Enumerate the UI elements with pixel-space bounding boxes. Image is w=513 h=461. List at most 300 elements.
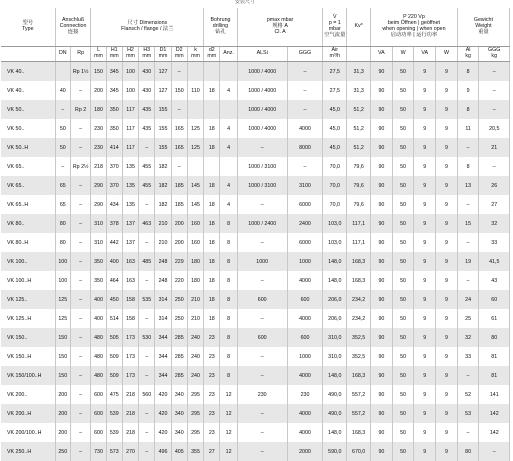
table-cell: 442 <box>106 233 122 252</box>
table-cell: 730 <box>91 442 106 461</box>
table-cell: 80 <box>55 214 70 233</box>
table-cell: 127 <box>155 81 171 100</box>
table-cell: 1000 / 4000 <box>237 81 287 100</box>
type-cell: VK 100..H <box>1 271 55 290</box>
table-cell: 8 <box>220 328 237 347</box>
table-cell: 61 <box>479 309 510 328</box>
table-cell: 33 <box>457 347 479 366</box>
table-cell: – <box>70 290 91 309</box>
table-cell: 240 <box>187 328 203 347</box>
table-cell: 340 <box>171 404 187 423</box>
table-row <box>1 81 510 100</box>
table-cell: 32 <box>457 328 479 347</box>
table-cell: – <box>237 309 287 328</box>
table-cell: 434 <box>106 195 122 214</box>
table-cell: 450 <box>106 290 122 309</box>
table-cell: 125 <box>187 138 203 157</box>
table-cell: – <box>171 157 187 176</box>
table-cell: 9 <box>414 176 436 195</box>
subheader-cell: H2 mm <box>122 47 138 62</box>
table-cell <box>55 62 70 82</box>
table-cell: 9 <box>414 157 436 176</box>
table-cell: 490,0 <box>323 385 347 404</box>
table-cell: – <box>70 404 91 423</box>
table-cell: 90 <box>371 404 393 423</box>
table-cell: 90 <box>371 81 393 100</box>
table-row <box>1 62 510 82</box>
table-cell: 23 <box>204 404 220 423</box>
table-row <box>1 176 510 195</box>
table-cell: 1000 / 3100 <box>237 157 287 176</box>
table-cell: 557,2 <box>347 385 371 404</box>
header-weight: Gewicht Weight 重量 <box>457 8 509 47</box>
table-cell: 485 <box>139 252 155 271</box>
table-cell: 435 <box>139 119 155 138</box>
table-cell: – <box>70 366 91 385</box>
table-cell: 600 <box>91 385 106 404</box>
table-cell: 23 <box>204 366 220 385</box>
table-row <box>1 423 510 442</box>
table-cell: 350 <box>91 271 106 290</box>
subheader-cell: k mm <box>187 47 203 62</box>
table-cell: 1000 <box>287 252 323 271</box>
table-cell: 103,0 <box>323 233 347 252</box>
table-cell: 90 <box>371 328 393 347</box>
table-cell: 9 <box>414 442 436 461</box>
table-cell: – <box>237 423 287 442</box>
table-cell: 150 <box>55 347 70 366</box>
table-cell <box>187 62 203 82</box>
type-cell: VK 100.. <box>1 252 55 271</box>
table-cell: – <box>139 404 155 423</box>
table-cell: 4 <box>220 195 237 214</box>
subheader-cell: D2 mm <box>171 47 187 62</box>
table-cell: 9 <box>414 119 436 138</box>
table-cell: 50 <box>392 81 414 100</box>
table-cell: – <box>139 233 155 252</box>
table-cell: 505 <box>106 328 122 347</box>
table-cell: – <box>287 81 323 100</box>
table-cell: 135 <box>122 195 138 214</box>
table-cell: 8 <box>220 366 237 385</box>
table-cell: 4000 <box>287 119 323 138</box>
table-cell <box>220 157 237 176</box>
table-cell: 4000 <box>287 423 323 442</box>
table-cell: – <box>237 404 287 423</box>
table-cell: 31,3 <box>347 62 371 82</box>
type-cell: VK 150.. <box>1 328 55 347</box>
table-cell: 1000 / 4000 <box>237 62 287 82</box>
table-cell: 420 <box>155 385 171 404</box>
table-cell: 9 <box>436 100 458 119</box>
table-cell: 4 <box>220 138 237 157</box>
table-cell: – <box>479 100 510 119</box>
table-row <box>1 214 510 233</box>
table-cell: 420 <box>155 404 171 423</box>
subheader-cell: L mm <box>91 47 106 62</box>
header-flow: V̇ p = 1 mbar 空气流量 <box>323 8 347 47</box>
table-cell: 150 <box>55 366 70 385</box>
table-cell: 240 <box>187 347 203 366</box>
table-cell: – <box>139 271 155 290</box>
subheader-cell: VA <box>371 47 393 62</box>
table-cell: 248 <box>155 252 171 271</box>
table-cell: 150 <box>55 328 70 347</box>
table-cell: 25 <box>457 309 479 328</box>
table-cell: – <box>457 195 479 214</box>
table-cell: 40 <box>55 81 70 100</box>
table-cell: 2000 <box>287 442 323 461</box>
table-cell: 51,2 <box>347 138 371 157</box>
table-cell: 600 <box>91 404 106 423</box>
table-cell: 90 <box>371 176 393 195</box>
table-cell: 496 <box>155 442 171 461</box>
table-cell: 90 <box>371 385 393 404</box>
table-cell: – <box>70 328 91 347</box>
table-cell: 9 <box>436 442 458 461</box>
table-cell: 405 <box>171 442 187 461</box>
table-cell: 90 <box>371 138 393 157</box>
table-cell: 9 <box>414 214 436 233</box>
table-cell: 9 <box>414 423 436 442</box>
table-cell: 573 <box>106 442 122 461</box>
table-cell: 250 <box>55 442 70 461</box>
type-cell: VK 80..H <box>1 233 55 252</box>
type-cell: VK 80.. <box>1 214 55 233</box>
type-cell: VK 200..H <box>1 404 55 423</box>
table-row <box>1 366 510 385</box>
header-connection: Anschluß Connection 连接 <box>55 8 91 47</box>
table-cell: 8 <box>220 309 237 328</box>
table-cell: 182 <box>155 195 171 214</box>
table-cell: 65 <box>55 176 70 195</box>
table-cell: 8 <box>220 233 237 252</box>
table-cell: 50 <box>392 157 414 176</box>
table-cell: 50 <box>392 423 414 442</box>
table-cell: 9 <box>436 290 458 309</box>
table-cell: 9 <box>436 423 458 442</box>
table-cell: 1000 <box>237 252 287 271</box>
table-cell: 23 <box>204 347 220 366</box>
table-cell: 8 <box>220 252 237 271</box>
table-cell: 18 <box>204 195 220 214</box>
table-cell: 9 <box>436 214 458 233</box>
table-row <box>1 328 510 347</box>
table-cell: 90 <box>371 366 393 385</box>
table-cell: 27 <box>479 195 510 214</box>
table-cell: 400 <box>91 290 106 309</box>
table-cell: 18 <box>204 119 220 138</box>
table-cell: 600 <box>237 290 287 309</box>
type-cell: VK 65.. <box>1 176 55 195</box>
table-cell: 9 <box>436 328 458 347</box>
table-cell <box>204 100 220 119</box>
table-cell: 135 <box>122 176 138 195</box>
table-cell: 100 <box>55 252 70 271</box>
table-cell: 50 <box>392 233 414 252</box>
table-cell: 9 <box>414 62 436 82</box>
table-cell: 4000 <box>287 309 323 328</box>
table-cell: 400 <box>106 252 122 271</box>
table-cell: 310,0 <box>323 347 347 366</box>
table-cell: 90 <box>371 423 393 442</box>
table-cell: 535 <box>139 290 155 309</box>
table-cell: 230 <box>91 138 106 157</box>
table-cell: 180 <box>91 100 106 119</box>
table-cell: 557,2 <box>347 404 371 423</box>
table-cell: 19 <box>457 252 479 271</box>
table-cell: 514 <box>106 309 122 328</box>
table-cell: 9 <box>414 347 436 366</box>
table-cell: 9 <box>436 62 458 82</box>
table-cell: 117 <box>122 119 138 138</box>
type-cell: VK 50..H <box>1 138 55 157</box>
table-cell: – <box>139 195 155 214</box>
table-cell: – <box>139 442 155 461</box>
type-cell: VK 200.. <box>1 385 55 404</box>
table-cell: 206,0 <box>323 309 347 328</box>
table-cell: – <box>237 347 287 366</box>
table-cell: 13 <box>457 176 479 195</box>
table-cell: 90 <box>371 309 393 328</box>
table-cell: 12 <box>220 385 237 404</box>
table-cell: 345 <box>106 81 122 100</box>
table-cell: 90 <box>371 100 393 119</box>
table-cell: 27,5 <box>323 81 347 100</box>
table-cell: 480 <box>91 366 106 385</box>
table-cell: – <box>139 138 155 157</box>
table-cell: 80 <box>479 328 510 347</box>
table-cell: 41,5 <box>479 252 510 271</box>
table-cell: 218 <box>122 404 138 423</box>
table-cell: – <box>457 138 479 157</box>
table-cell: 12 <box>220 423 237 442</box>
table-cell: 295 <box>187 385 203 404</box>
table-cell: 9 <box>414 328 436 347</box>
table-cell: 234,2 <box>347 290 371 309</box>
type-cell: VK 150..H <box>1 347 55 366</box>
table-cell: 70,0 <box>323 176 347 195</box>
table-cell: – <box>457 233 479 252</box>
table-row <box>1 100 510 119</box>
table-cell: 340 <box>171 385 187 404</box>
table-cell: – <box>457 423 479 442</box>
table-cell: – <box>70 195 91 214</box>
table-cell: – <box>70 271 91 290</box>
table-cell: 8000 <box>287 138 323 157</box>
table-cell: 250 <box>171 309 187 328</box>
subheader-cell: W <box>436 47 458 62</box>
table-cell: 230 <box>91 119 106 138</box>
table-cell: 180 <box>187 271 203 290</box>
subheader-cell: ALSi <box>237 47 287 62</box>
subheader-cell: Air m³/h <box>323 47 347 62</box>
table-cell: – <box>70 309 91 328</box>
table-cell: 50 <box>392 328 414 347</box>
subheader-cell: DN <box>55 47 70 62</box>
type-cell: VK 125.. <box>1 290 55 309</box>
table-cell: 79,6 <box>347 195 371 214</box>
table-cell: 155 <box>155 119 171 138</box>
table-cell: 158 <box>122 290 138 309</box>
type-cell: VK 50.. <box>1 100 55 119</box>
table-cell: 430 <box>139 62 155 82</box>
table-cell: – <box>479 81 510 100</box>
table-cell: 480 <box>91 328 106 347</box>
table-cell: 9 <box>436 309 458 328</box>
table-cell: 110 <box>187 81 203 100</box>
table-cell: – <box>237 195 287 214</box>
table-cell: 8 <box>220 290 237 309</box>
table-cell <box>204 62 220 82</box>
table-cell: 344 <box>155 328 171 347</box>
table-cell: 310 <box>91 233 106 252</box>
table-cell: 295 <box>187 404 203 423</box>
table-cell: 200 <box>171 233 187 252</box>
table-cell: 155 <box>155 100 171 119</box>
table-cell: 80 <box>457 442 479 461</box>
table-cell: 18 <box>204 290 220 309</box>
table-cell: 163 <box>122 271 138 290</box>
table-cell: 200 <box>91 81 106 100</box>
table-cell: – <box>70 119 91 138</box>
table-cell: 79,6 <box>347 176 371 195</box>
table-row <box>1 157 510 176</box>
table-cell: 218 <box>91 157 106 176</box>
table-cell: 155 <box>155 138 171 157</box>
table-cell: 50 <box>392 404 414 423</box>
type-cell: VK 40.. <box>1 81 55 100</box>
table-cell: 400 <box>91 309 106 328</box>
table-cell: 27,5 <box>323 62 347 82</box>
table-cell: 11 <box>457 119 479 138</box>
table-cell: 32 <box>479 214 510 233</box>
table-cell: 200 <box>55 423 70 442</box>
table-cell: 53 <box>457 404 479 423</box>
table-row <box>1 138 510 157</box>
table-cell: 2400 <box>287 214 323 233</box>
table-cell: 33 <box>479 233 510 252</box>
table-cell: 670,0 <box>347 442 371 461</box>
table-cell: 9 <box>436 233 458 252</box>
header-kv: Kv* <box>347 8 371 47</box>
table-cell: 4000 <box>287 271 323 290</box>
table-cell: 420 <box>155 423 171 442</box>
table-cell: 295 <box>187 423 203 442</box>
table-cell: 463 <box>139 214 155 233</box>
table-cell: 90 <box>371 157 393 176</box>
table-cell: Rp 2 <box>70 100 91 119</box>
table-cell <box>187 100 203 119</box>
table-cell: 218 <box>122 423 138 442</box>
table-cell: 8 <box>457 157 479 176</box>
table-cell: 160 <box>187 233 203 252</box>
table-cell: 180 <box>187 252 203 271</box>
table-cell: 18 <box>204 271 220 290</box>
table-cell: 340 <box>171 423 187 442</box>
header-type: 型号 Type <box>1 8 55 47</box>
table-cell: – <box>479 157 510 176</box>
table-cell: 100 <box>122 81 138 100</box>
table-cell: 4 <box>220 81 237 100</box>
table-cell: 173 <box>122 328 138 347</box>
table-cell: 234,2 <box>347 309 371 328</box>
table-cell: 600 <box>237 328 287 347</box>
table-cell: – <box>171 62 187 82</box>
table-cell: 185 <box>171 176 187 195</box>
table-row <box>1 347 510 366</box>
table-cell: 370 <box>106 176 122 195</box>
table-cell: 9 <box>436 385 458 404</box>
table-cell: 230 <box>237 385 287 404</box>
table-cell: 45,0 <box>323 119 347 138</box>
table-cell: 50 <box>392 347 414 366</box>
header-drilling: Bohrung drilling 钻孔 <box>204 8 238 47</box>
subheader-cell: Anz. <box>220 47 237 62</box>
table-cell: 50 <box>392 442 414 461</box>
subheader-cell: H3 mm <box>139 47 155 62</box>
type-cell: VK 65.. <box>1 157 55 176</box>
table-cell: 350 <box>106 119 122 138</box>
table-cell: 90 <box>371 62 393 82</box>
table-cell: 600 <box>91 423 106 442</box>
table-cell: 168,3 <box>347 366 371 385</box>
table-cell: 145 <box>187 195 203 214</box>
header-power: P 220 Vp beim Öffnen | geöffnet when opening | when open 启动功率 | 运行功率 <box>371 8 458 47</box>
table-cell: 9 <box>414 81 436 100</box>
table-cell: 117 <box>122 100 138 119</box>
type-cell: VK 125..H <box>1 309 55 328</box>
table-cell: 464 <box>106 271 122 290</box>
table-cell: 50 <box>392 138 414 157</box>
table-cell: 9 <box>414 195 436 214</box>
table-cell: 50 <box>392 309 414 328</box>
table-cell: 475 <box>106 385 122 404</box>
table-cell: 168,3 <box>347 423 371 442</box>
table-cell: 165 <box>171 119 187 138</box>
type-cell: VK 65..H <box>1 195 55 214</box>
table-cell: 9 <box>414 290 436 309</box>
table-cell <box>220 100 237 119</box>
table-cell: 20,5 <box>479 119 510 138</box>
table-cell: 168,3 <box>347 271 371 290</box>
table-cell: 4000 <box>287 366 323 385</box>
table-cell: 352,5 <box>347 347 371 366</box>
table-cell: 350 <box>106 100 122 119</box>
table-cell: 9 <box>436 176 458 195</box>
table-cell: 200 <box>55 385 70 404</box>
table-cell: 90 <box>371 119 393 138</box>
header-pmax: pmax mbar 规格 A Cl. A <box>237 8 323 47</box>
table-cell: 9 <box>414 385 436 404</box>
table-cell: – <box>237 442 287 461</box>
table-cell: 168,3 <box>347 252 371 271</box>
table-cell: – <box>70 138 91 157</box>
table-cell: 9 <box>436 195 458 214</box>
table-cell: 480 <box>91 347 106 366</box>
table-cell: 127 <box>155 62 171 82</box>
table-cell: 50 <box>392 100 414 119</box>
table-cell: 117,1 <box>347 233 371 252</box>
table-cell: 23 <box>204 328 220 347</box>
table-cell: 148,0 <box>323 423 347 442</box>
table-cell: 4 <box>220 176 237 195</box>
table-cell: 9 <box>414 100 436 119</box>
table-cell: 435 <box>139 100 155 119</box>
table-cell: 8 <box>457 62 479 82</box>
table-cell: 50 <box>55 119 70 138</box>
table-cell: 210 <box>187 290 203 309</box>
